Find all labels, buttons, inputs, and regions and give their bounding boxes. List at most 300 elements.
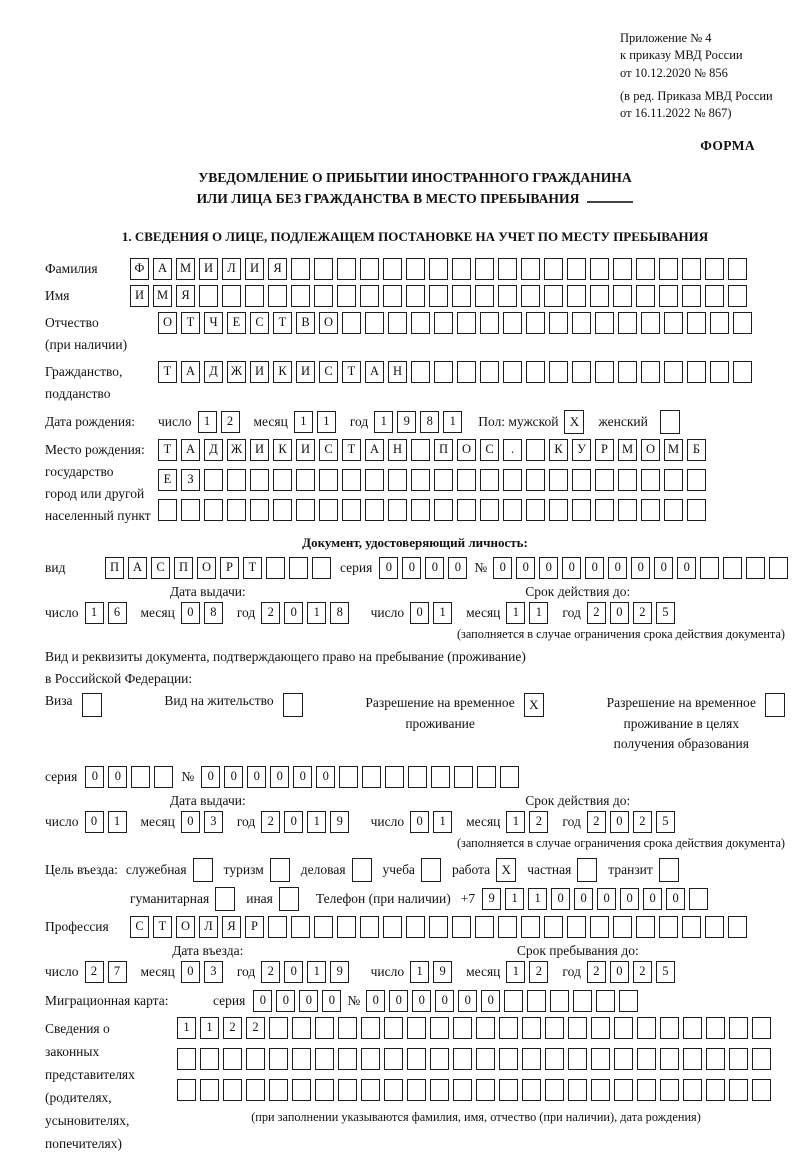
profession-cells-cell[interactable] <box>291 916 310 938</box>
profession-cells-cell[interactable]: Л <box>199 916 218 938</box>
profession-cells-cell[interactable] <box>636 916 655 938</box>
migration-number-cells-cell[interactable]: 0 <box>412 990 431 1012</box>
birth-place-row2-cell[interactable] <box>411 469 430 491</box>
legal-reps-row2-cell[interactable] <box>752 1048 771 1070</box>
birth-place-row3-cell[interactable] <box>296 499 315 521</box>
profession-cells-cell[interactable] <box>475 916 494 938</box>
profession-cells-cell[interactable] <box>429 916 448 938</box>
legal-reps-row2-cell[interactable] <box>706 1048 725 1070</box>
surname-cells-cell[interactable]: А <box>153 258 172 280</box>
birth-place-row3-cell[interactable] <box>480 499 499 521</box>
residence-number-cells-cell[interactable] <box>431 766 450 788</box>
surname-cells-cell[interactable] <box>406 258 425 280</box>
doc-type-cells-cell[interactable]: П <box>105 557 124 579</box>
year-cell[interactable]: 8 <box>330 602 349 624</box>
birth-place-row1-cell[interactable]: С <box>480 439 499 461</box>
purpose-checkbox[interactable] <box>193 858 213 882</box>
year-cell[interactable]: 5 <box>656 811 675 833</box>
legal-reps-row1-cell[interactable] <box>338 1017 357 1039</box>
firstname-cells-cell[interactable] <box>590 285 609 307</box>
purpose-checkbox[interactable] <box>352 858 372 882</box>
citizenship-cells-cell[interactable] <box>733 361 752 383</box>
profession-cells-cell[interactable] <box>544 916 563 938</box>
legal-reps-row2-cell[interactable] <box>246 1048 265 1070</box>
birth-place-row3-cell[interactable] <box>641 499 660 521</box>
citizenship-cells-cell[interactable] <box>618 361 637 383</box>
doc-number-cells-cell[interactable]: 0 <box>516 557 535 579</box>
legal-reps-row1-cell[interactable] <box>499 1017 518 1039</box>
birth-place-row1-cell[interactable]: М <box>664 439 683 461</box>
firstname-cells-cell[interactable] <box>521 285 540 307</box>
birth-place-row1-cell[interactable]: Н <box>388 439 407 461</box>
legal-reps-row3-cell[interactable] <box>177 1079 196 1101</box>
surname-cells-cell[interactable] <box>360 258 379 280</box>
birth-place-row3-cell[interactable] <box>572 499 591 521</box>
birth-place-row2-cell[interactable] <box>687 469 706 491</box>
birth-place-row2-cell[interactable] <box>549 469 568 491</box>
legal-reps-row2-cell[interactable] <box>476 1048 495 1070</box>
day-cell[interactable]: 7 <box>108 961 127 983</box>
legal-reps-row3-cell[interactable] <box>591 1079 610 1101</box>
legal-reps-row1-cell[interactable] <box>269 1017 288 1039</box>
year-cell[interactable]: 2 <box>261 961 280 983</box>
month-cell[interactable]: 1 <box>529 602 548 624</box>
legal-reps-row1-cell[interactable]: 1 <box>177 1017 196 1039</box>
doc-type-cells-cell[interactable]: Р <box>220 557 239 579</box>
birth-place-row2-cell[interactable] <box>595 469 614 491</box>
doc-number-cells-cell[interactable]: 0 <box>585 557 604 579</box>
citizenship-cells-cell[interactable] <box>572 361 591 383</box>
legal-reps-row2-cell[interactable] <box>407 1048 426 1070</box>
citizenship-cells-cell[interactable] <box>641 361 660 383</box>
citizenship-cells-cell[interactable] <box>687 361 706 383</box>
legal-reps-row1-cell[interactable] <box>545 1017 564 1039</box>
year-cell[interactable]: 2 <box>261 602 280 624</box>
legal-reps-row1-cell[interactable] <box>522 1017 541 1039</box>
residence-number-cells-cell[interactable] <box>362 766 381 788</box>
legal-reps-row3-cell[interactable] <box>752 1079 771 1101</box>
day-cell[interactable]: 1 <box>410 961 429 983</box>
firstname-cells-cell[interactable] <box>337 285 356 307</box>
birth-place-row3-cell[interactable] <box>526 499 545 521</box>
patronymic-cells-cell[interactable] <box>526 312 545 334</box>
legal-reps-row1-cell[interactable] <box>315 1017 334 1039</box>
birth-place-row2-cell[interactable] <box>457 469 476 491</box>
residence-number-cells-cell[interactable] <box>454 766 473 788</box>
citizenship-cells-cell[interactable] <box>411 361 430 383</box>
birth-place-row3-cell[interactable] <box>411 499 430 521</box>
residence-number-cells-cell[interactable] <box>408 766 427 788</box>
citizenship-cells-cell[interactable] <box>664 361 683 383</box>
legal-reps-row3-cell[interactable] <box>384 1079 403 1101</box>
year-cell[interactable]: 1 <box>443 411 462 433</box>
citizenship-cells-cell[interactable]: А <box>181 361 200 383</box>
day-cell[interactable]: 2 <box>221 411 240 433</box>
legal-reps-row3-cell[interactable] <box>614 1079 633 1101</box>
year-cell[interactable]: 9 <box>330 811 349 833</box>
birth-place-row2-cell[interactable] <box>641 469 660 491</box>
legal-reps-row2-cell[interactable] <box>430 1048 449 1070</box>
birth-place-row1-cell[interactable]: Т <box>158 439 177 461</box>
legal-reps-row3-cell[interactable] <box>338 1079 357 1101</box>
doc-number-cells-cell[interactable] <box>723 557 742 579</box>
birth-place-row2-cell[interactable] <box>296 469 315 491</box>
birth-place-row3-cell[interactable] <box>273 499 292 521</box>
birth-place-row1-cell[interactable]: И <box>296 439 315 461</box>
residence-number-cells-cell[interactable] <box>477 766 496 788</box>
birth-place-row3-cell[interactable] <box>227 499 246 521</box>
firstname-cells-cell[interactable] <box>406 285 425 307</box>
year-cell[interactable]: 5 <box>656 602 675 624</box>
legal-reps-row3-cell[interactable] <box>453 1079 472 1101</box>
patronymic-cells-cell[interactable]: О <box>319 312 338 334</box>
residence-series-cells-cell[interactable]: 0 <box>85 766 104 788</box>
profession-cells-cell[interactable] <box>498 916 517 938</box>
citizenship-cells-cell[interactable]: С <box>319 361 338 383</box>
month-cell[interactable]: 2 <box>529 961 548 983</box>
residence-number-cells-cell[interactable] <box>500 766 519 788</box>
legal-reps-row2-cell[interactable] <box>729 1048 748 1070</box>
sex-male-checkbox[interactable]: X <box>564 410 584 434</box>
surname-cells-cell[interactable] <box>475 258 494 280</box>
legal-reps-row1-cell[interactable] <box>568 1017 587 1039</box>
surname-cells-cell[interactable] <box>705 258 724 280</box>
patronymic-cells-cell[interactable] <box>411 312 430 334</box>
doc-series-cells-cell[interactable]: 0 <box>425 557 444 579</box>
migration-number-cells-cell[interactable] <box>504 990 523 1012</box>
legal-reps-row2-cell[interactable] <box>338 1048 357 1070</box>
year-cell[interactable]: 2 <box>587 602 606 624</box>
legal-reps-row1-cell[interactable] <box>476 1017 495 1039</box>
doc-type-cells-cell[interactable] <box>289 557 308 579</box>
birth-place-row1-cell[interactable]: И <box>250 439 269 461</box>
day-cell[interactable]: 1 <box>85 602 104 624</box>
month-cell[interactable]: 1 <box>317 411 336 433</box>
doc-type-cells-cell[interactable]: Т <box>243 557 262 579</box>
surname-cells-cell[interactable]: И <box>245 258 264 280</box>
patronymic-cells-cell[interactable] <box>572 312 591 334</box>
legal-reps-row1-cell[interactable] <box>683 1017 702 1039</box>
day-cell[interactable]: 0 <box>85 811 104 833</box>
legal-reps-row1-cell[interactable] <box>361 1017 380 1039</box>
surname-cells-cell[interactable]: М <box>176 258 195 280</box>
doc-type-cells-cell[interactable]: П <box>174 557 193 579</box>
residence-number-cells-cell[interactable]: 0 <box>247 766 266 788</box>
citizenship-cells-cell[interactable]: Д <box>204 361 223 383</box>
purpose-checkbox[interactable] <box>659 858 679 882</box>
legal-reps-row3-cell[interactable] <box>200 1079 219 1101</box>
birth-place-row3-cell[interactable] <box>342 499 361 521</box>
surname-cells-cell[interactable] <box>452 258 471 280</box>
phone-cells-cell[interactable]: 1 <box>505 888 524 910</box>
migration-series-cells-cell[interactable]: 0 <box>253 990 272 1012</box>
firstname-cells-cell[interactable] <box>429 285 448 307</box>
citizenship-cells-cell[interactable] <box>480 361 499 383</box>
residence-series-cells-cell[interactable] <box>154 766 173 788</box>
profession-cells-cell[interactable] <box>567 916 586 938</box>
phone-cells-cell[interactable]: 0 <box>551 888 570 910</box>
doc-number-cells-cell[interactable]: 0 <box>631 557 650 579</box>
birth-place-row3-cell[interactable] <box>664 499 683 521</box>
citizenship-cells-cell[interactable] <box>595 361 614 383</box>
legal-reps-row3-cell[interactable] <box>499 1079 518 1101</box>
patronymic-cells-cell[interactable]: О <box>158 312 177 334</box>
firstname-cells-cell[interactable] <box>291 285 310 307</box>
birth-place-row1-cell[interactable]: О <box>457 439 476 461</box>
surname-cells-cell[interactable] <box>521 258 540 280</box>
birth-place-row2-cell[interactable] <box>434 469 453 491</box>
surname-cells-cell[interactable]: И <box>199 258 218 280</box>
surname-cells-cell[interactable] <box>636 258 655 280</box>
profession-cells-cell[interactable] <box>360 916 379 938</box>
birth-place-row3-cell[interactable] <box>687 499 706 521</box>
residence-number-cells-cell[interactable]: 0 <box>224 766 243 788</box>
year-cell[interactable]: 2 <box>587 961 606 983</box>
residence-number-cells-cell[interactable]: 0 <box>316 766 335 788</box>
residence-number-cells-cell[interactable] <box>385 766 404 788</box>
birth-place-row2-cell[interactable] <box>503 469 522 491</box>
phone-cells-cell[interactable]: 0 <box>597 888 616 910</box>
migration-number-cells-cell[interactable]: 0 <box>458 990 477 1012</box>
legal-reps-row2-cell[interactable] <box>200 1048 219 1070</box>
firstname-cells-cell[interactable] <box>728 285 747 307</box>
surname-cells-cell[interactable] <box>383 258 402 280</box>
temp-residence-edu-checkbox[interactable] <box>765 693 785 717</box>
birth-place-row2-cell[interactable] <box>664 469 683 491</box>
citizenship-cells-cell[interactable] <box>549 361 568 383</box>
birth-place-row2-cell[interactable] <box>365 469 384 491</box>
legal-reps-row1-cell[interactable] <box>614 1017 633 1039</box>
profession-cells-cell[interactable]: С <box>130 916 149 938</box>
patronymic-cells-cell[interactable] <box>733 312 752 334</box>
purpose-checkbox[interactable] <box>279 887 299 911</box>
patronymic-cells-cell[interactable] <box>549 312 568 334</box>
birth-place-row3-cell[interactable] <box>434 499 453 521</box>
firstname-cells-cell[interactable] <box>613 285 632 307</box>
phone-cells-cell[interactable]: 0 <box>574 888 593 910</box>
citizenship-cells-cell[interactable] <box>526 361 545 383</box>
profession-cells-cell[interactable] <box>728 916 747 938</box>
legal-reps-row1-cell[interactable] <box>729 1017 748 1039</box>
month-cell[interactable]: 3 <box>204 961 223 983</box>
doc-type-cells-cell[interactable] <box>312 557 331 579</box>
profession-cells-cell[interactable] <box>590 916 609 938</box>
legal-reps-row3-cell[interactable] <box>246 1079 265 1101</box>
legal-reps-row2-cell[interactable] <box>499 1048 518 1070</box>
birth-place-row1-cell[interactable]: Р <box>595 439 614 461</box>
citizenship-cells-cell[interactable] <box>457 361 476 383</box>
birth-place-row2-cell[interactable] <box>227 469 246 491</box>
profession-cells-cell[interactable] <box>337 916 356 938</box>
year-cell[interactable]: 2 <box>633 961 652 983</box>
citizenship-cells-cell[interactable]: К <box>273 361 292 383</box>
surname-cells-cell[interactable] <box>498 258 517 280</box>
legal-reps-row3-cell[interactable] <box>568 1079 587 1101</box>
legal-reps-row3-cell[interactable] <box>683 1079 702 1101</box>
patronymic-cells-cell[interactable] <box>342 312 361 334</box>
visa-checkbox[interactable] <box>82 693 102 717</box>
legal-reps-row3-cell[interactable] <box>269 1079 288 1101</box>
birth-place-row1-cell[interactable]: П <box>434 439 453 461</box>
citizenship-cells-cell[interactable]: Т <box>158 361 177 383</box>
birth-place-row3-cell[interactable] <box>457 499 476 521</box>
legal-reps-row2-cell[interactable] <box>660 1048 679 1070</box>
doc-number-cells-cell[interactable]: 0 <box>654 557 673 579</box>
legal-reps-row2-cell[interactable] <box>591 1048 610 1070</box>
birth-place-row2-cell[interactable]: Е <box>158 469 177 491</box>
profession-cells-cell[interactable]: Р <box>245 916 264 938</box>
birth-place-row3-cell[interactable] <box>319 499 338 521</box>
year-cell[interactable]: 0 <box>284 602 303 624</box>
doc-number-cells-cell[interactable]: 0 <box>493 557 512 579</box>
surname-cells-cell[interactable]: Ф <box>130 258 149 280</box>
birth-place-row2-cell[interactable] <box>250 469 269 491</box>
residence-number-cells-cell[interactable]: 0 <box>270 766 289 788</box>
birth-place-row1-cell[interactable]: . <box>503 439 522 461</box>
legal-reps-row2-cell[interactable] <box>177 1048 196 1070</box>
legal-reps-row3-cell[interactable] <box>407 1079 426 1101</box>
doc-type-cells-cell[interactable]: С <box>151 557 170 579</box>
migration-number-cells-cell[interactable] <box>550 990 569 1012</box>
doc-number-cells-cell[interactable]: 0 <box>539 557 558 579</box>
month-cell[interactable]: 1 <box>506 811 525 833</box>
patronymic-cells-cell[interactable] <box>687 312 706 334</box>
patronymic-cells-cell[interactable] <box>480 312 499 334</box>
firstname-cells-cell[interactable] <box>636 285 655 307</box>
migration-number-cells-cell[interactable] <box>527 990 546 1012</box>
phone-cells-cell[interactable]: 0 <box>666 888 685 910</box>
profession-cells-cell[interactable]: Т <box>153 916 172 938</box>
legal-reps-row2-cell[interactable] <box>223 1048 242 1070</box>
day-cell[interactable]: 1 <box>433 602 452 624</box>
doc-type-cells-cell[interactable]: О <box>197 557 216 579</box>
year-cell[interactable]: 2 <box>587 811 606 833</box>
birth-place-row2-cell[interactable] <box>388 469 407 491</box>
temp-residence-checkbox[interactable]: X <box>524 693 544 717</box>
doc-series-cells-cell[interactable]: 0 <box>402 557 421 579</box>
migration-number-cells-cell[interactable]: 0 <box>389 990 408 1012</box>
legal-reps-row2-cell[interactable] <box>384 1048 403 1070</box>
year-cell[interactable]: 5 <box>656 961 675 983</box>
year-cell[interactable]: 2 <box>633 811 652 833</box>
birth-place-row2-cell[interactable]: З <box>181 469 200 491</box>
month-cell[interactable]: 1 <box>506 961 525 983</box>
citizenship-cells-cell[interactable]: Ж <box>227 361 246 383</box>
month-cell[interactable]: 8 <box>204 602 223 624</box>
profession-cells-cell[interactable] <box>452 916 471 938</box>
day-cell[interactable]: 2 <box>85 961 104 983</box>
day-cell[interactable]: 9 <box>433 961 452 983</box>
phone-cells-cell[interactable]: 9 <box>482 888 501 910</box>
phone-cells-cell[interactable]: 1 <box>528 888 547 910</box>
legal-reps-row2-cell[interactable] <box>637 1048 656 1070</box>
surname-cells-cell[interactable] <box>590 258 609 280</box>
migration-number-cells-cell[interactable]: 0 <box>435 990 454 1012</box>
birth-place-row2-cell[interactable] <box>572 469 591 491</box>
surname-cells-cell[interactable] <box>291 258 310 280</box>
legal-reps-row1-cell[interactable] <box>407 1017 426 1039</box>
month-cell[interactable]: 1 <box>506 602 525 624</box>
birth-place-row2-cell[interactable] <box>204 469 223 491</box>
firstname-cells-cell[interactable] <box>314 285 333 307</box>
residence-permit-checkbox[interactable] <box>283 693 303 717</box>
profession-cells-cell[interactable] <box>613 916 632 938</box>
birth-place-row2-cell[interactable] <box>273 469 292 491</box>
firstname-cells-cell[interactable] <box>567 285 586 307</box>
patronymic-cells-cell[interactable] <box>641 312 660 334</box>
birth-place-row3-cell[interactable] <box>250 499 269 521</box>
migration-number-cells-cell[interactable] <box>573 990 592 1012</box>
migration-series-cells-cell[interactable]: 0 <box>299 990 318 1012</box>
birth-place-row3-cell[interactable] <box>388 499 407 521</box>
migration-series-cells-cell[interactable]: 0 <box>276 990 295 1012</box>
migration-series-cells-cell[interactable]: 0 <box>322 990 341 1012</box>
surname-cells-cell[interactable]: Я <box>268 258 287 280</box>
firstname-cells-cell[interactable] <box>544 285 563 307</box>
birth-place-row3-cell[interactable] <box>595 499 614 521</box>
residence-number-cells-cell[interactable]: 0 <box>201 766 220 788</box>
firstname-cells-cell[interactable] <box>383 285 402 307</box>
legal-reps-row3-cell[interactable] <box>545 1079 564 1101</box>
legal-reps-row1-cell[interactable] <box>637 1017 656 1039</box>
year-cell[interactable]: 0 <box>610 811 629 833</box>
legal-reps-row2-cell[interactable] <box>545 1048 564 1070</box>
doc-series-cells-cell[interactable]: 0 <box>448 557 467 579</box>
birth-place-row1-cell[interactable]: У <box>572 439 591 461</box>
citizenship-cells-cell[interactable]: Т <box>342 361 361 383</box>
purpose-checkbox[interactable] <box>270 858 290 882</box>
legal-reps-row3-cell[interactable] <box>706 1079 725 1101</box>
firstname-cells-cell[interactable] <box>475 285 494 307</box>
firstname-cells-cell[interactable] <box>360 285 379 307</box>
day-cell[interactable]: 0 <box>410 602 429 624</box>
firstname-cells-cell[interactable]: Я <box>176 285 195 307</box>
year-cell[interactable]: 1 <box>307 602 326 624</box>
patronymic-cells-cell[interactable]: Т <box>273 312 292 334</box>
doc-number-cells-cell[interactable]: 0 <box>608 557 627 579</box>
profession-cells-cell[interactable]: Я <box>222 916 241 938</box>
citizenship-cells-cell[interactable]: Н <box>388 361 407 383</box>
legal-reps-row1-cell[interactable] <box>384 1017 403 1039</box>
birth-place-row2-cell[interactable] <box>618 469 637 491</box>
firstname-cells-cell[interactable]: И <box>130 285 149 307</box>
patronymic-cells-cell[interactable]: Ч <box>204 312 223 334</box>
citizenship-cells-cell[interactable]: И <box>250 361 269 383</box>
birth-place-row3-cell[interactable] <box>365 499 384 521</box>
patronymic-cells-cell[interactable] <box>595 312 614 334</box>
birth-place-row1-cell[interactable]: К <box>549 439 568 461</box>
birth-place-row1-cell[interactable]: С <box>319 439 338 461</box>
doc-number-cells-cell[interactable] <box>700 557 719 579</box>
residence-series-cells-cell[interactable] <box>131 766 150 788</box>
month-cell[interactable]: 0 <box>181 602 200 624</box>
birth-place-row2-cell[interactable] <box>526 469 545 491</box>
doc-type-cells-cell[interactable] <box>266 557 285 579</box>
patronymic-cells-cell[interactable] <box>618 312 637 334</box>
birth-place-row1-cell[interactable] <box>526 439 545 461</box>
legal-reps-row2-cell[interactable] <box>315 1048 334 1070</box>
residence-series-cells-cell[interactable]: 0 <box>108 766 127 788</box>
doc-number-cells-cell[interactable]: 0 <box>562 557 581 579</box>
birth-place-row1-cell[interactable]: А <box>365 439 384 461</box>
birth-place-row3-cell[interactable] <box>204 499 223 521</box>
citizenship-cells-cell[interactable]: И <box>296 361 315 383</box>
legal-reps-row2-cell[interactable] <box>568 1048 587 1070</box>
birth-place-row1-cell[interactable]: М <box>618 439 637 461</box>
year-cell[interactable]: 2 <box>261 811 280 833</box>
year-cell[interactable]: 1 <box>374 411 393 433</box>
legal-reps-row3-cell[interactable] <box>315 1079 334 1101</box>
